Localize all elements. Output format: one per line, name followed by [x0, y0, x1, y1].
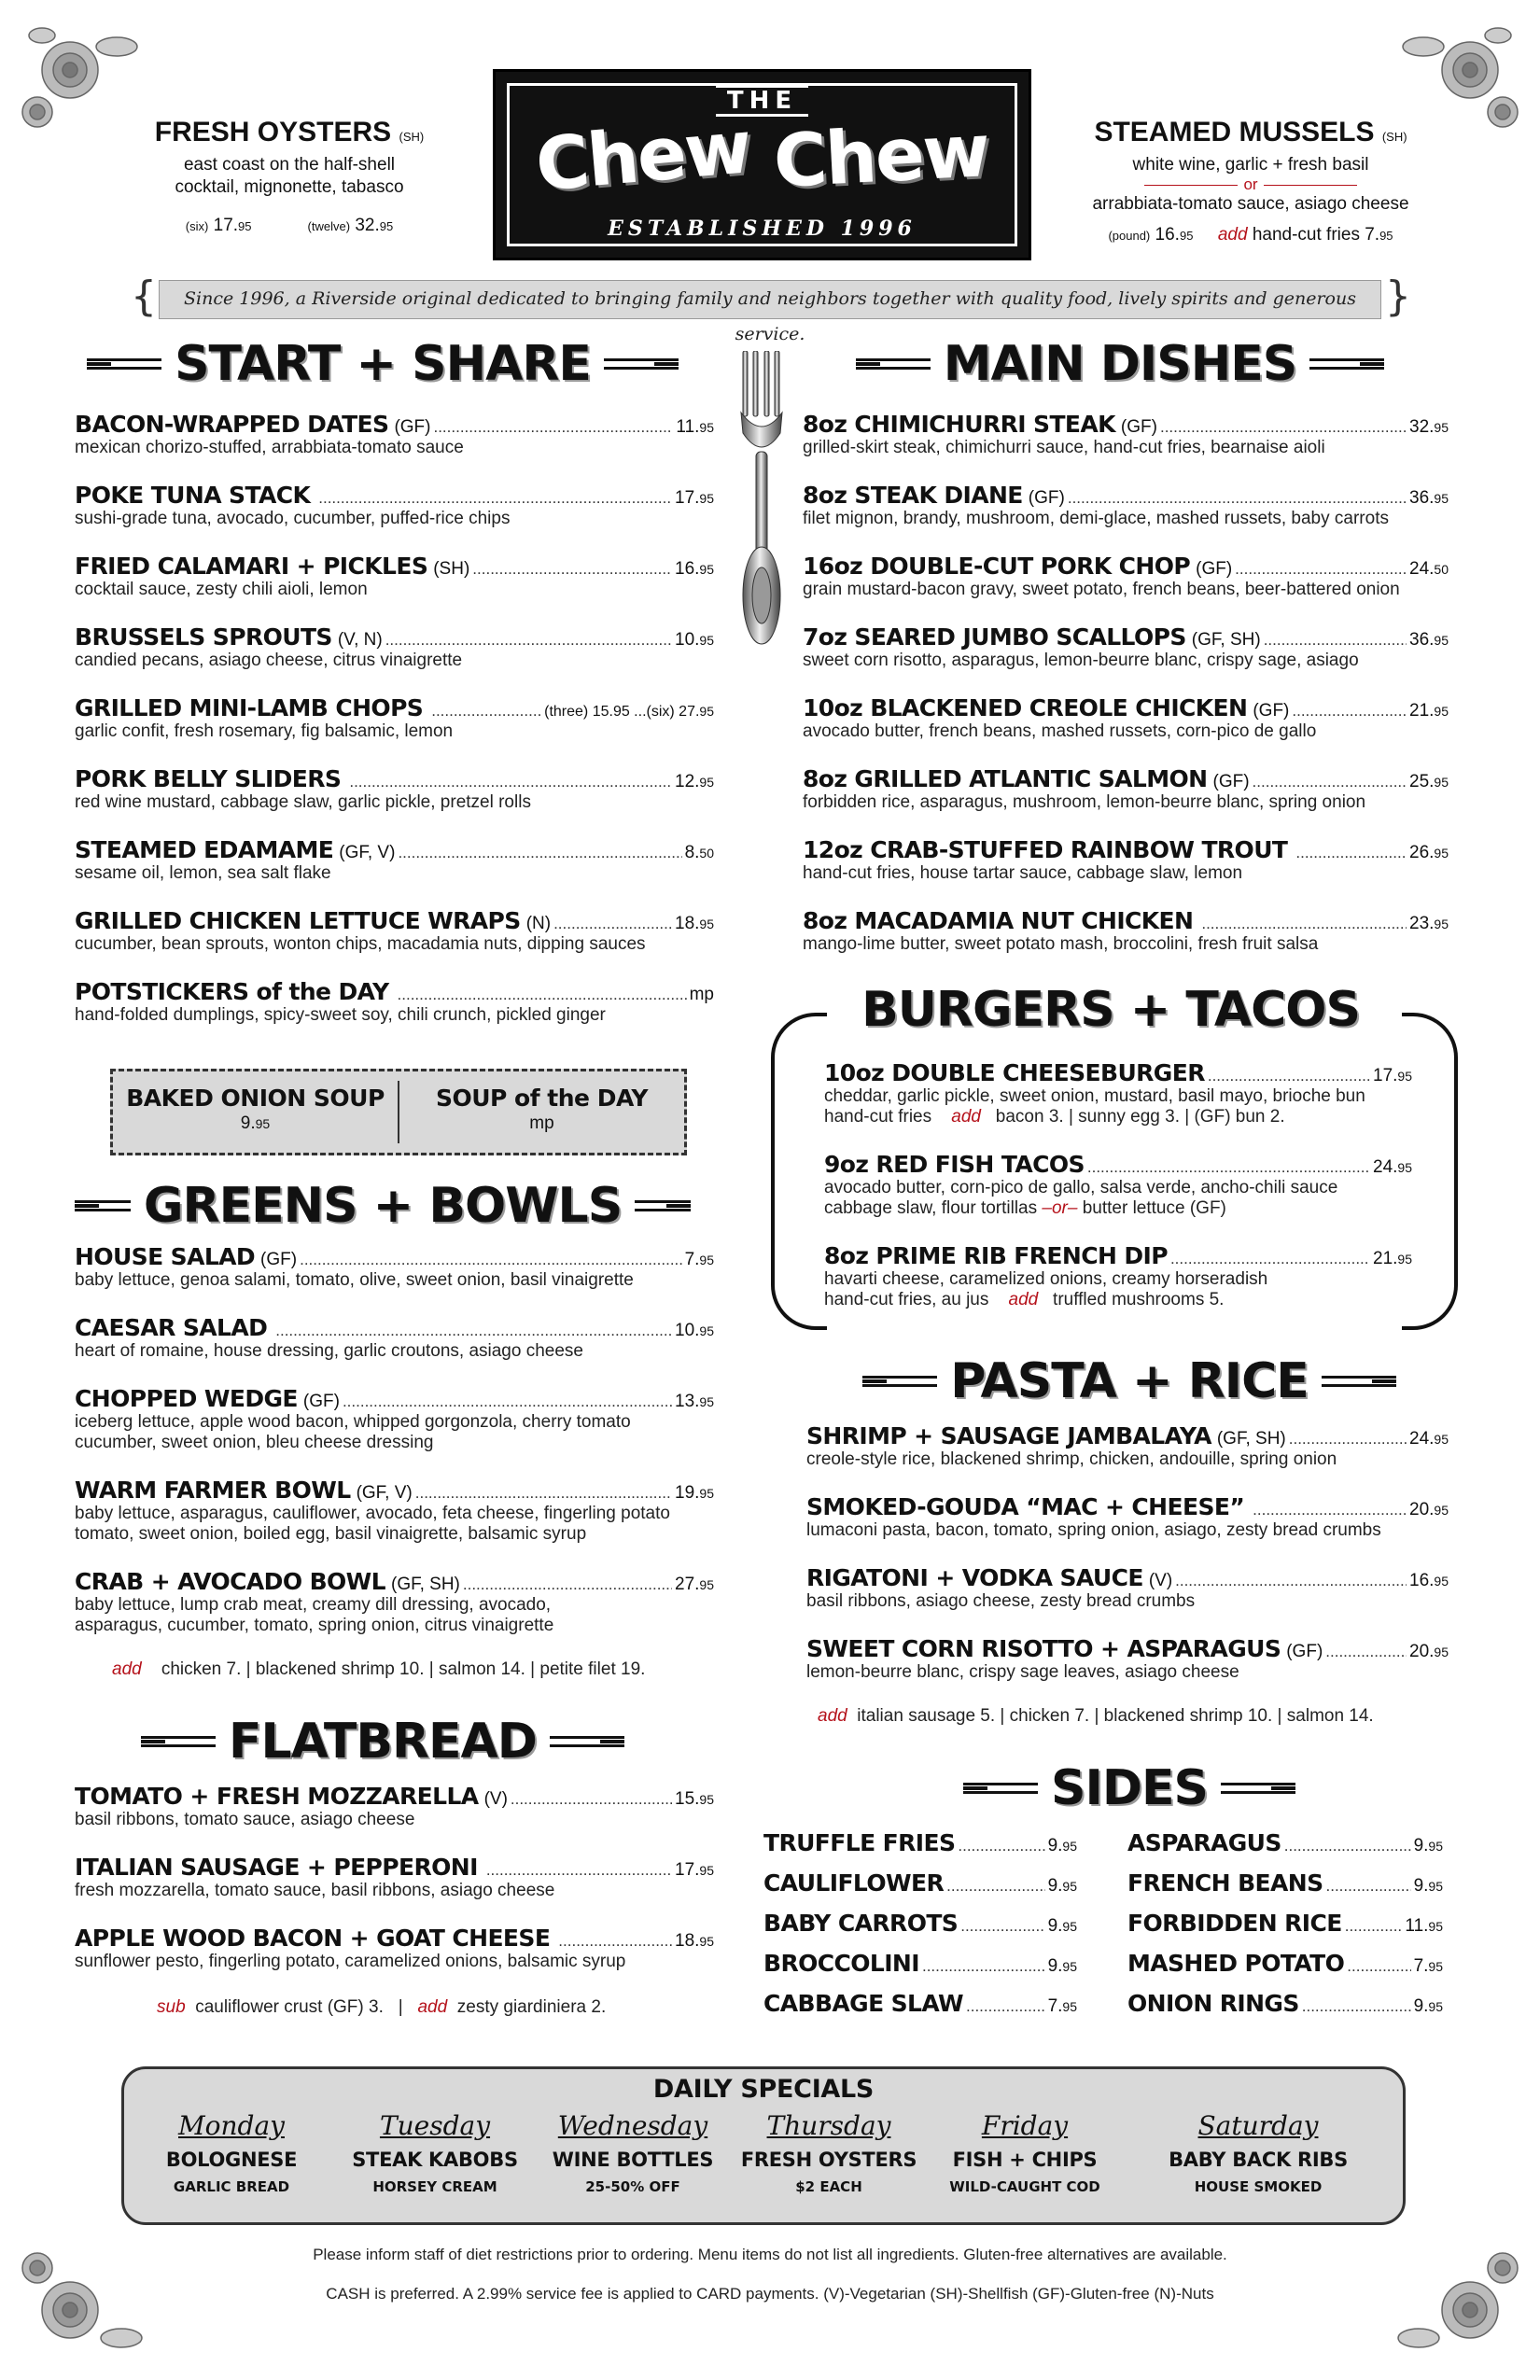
greens-add-ons: add chicken 7. | blackened shrimp 10. | salmon 14. | petite filet 19.	[112, 1659, 646, 1679]
menu-item: BRUSSELS SPROUTS (V, N) ..... 10.95 candied pecans, asiago cheese, citrus vinaigrette	[75, 623, 714, 671]
side-item: CABBAGE SLAW ..... 7.95	[763, 1990, 1077, 2017]
tagline-brace-left: {	[131, 273, 157, 320]
side-item: BROCCOLINI ..... 9.95	[763, 1950, 1077, 1977]
pasta-add-ons: add italian sausage 5. | chicken 7. | blackened shrimp 10. | salmon 14.	[818, 1706, 1374, 1726]
side-item: FRENCH BEANS ..... 9.95	[1127, 1869, 1443, 1897]
menu-item: 12oz CRAB-STUFFED RAINBOW TROUT ..... 26.95 hand-cut fries, house tartar sauce, cabbage slaw, lemon	[803, 836, 1449, 884]
special-saturday: Saturday BABY BACK RIBS HOUSE SMOKED	[1169, 2110, 1348, 2195]
special-monday: Monday BOLOGNESE GARLIC BREAD	[165, 2110, 298, 2195]
menu-item: 8oz STEAK DIANE (GF) ..... 36.95 filet mignon, brandy, mushroom, demi-glace, mashed russets, baby carrots	[803, 482, 1449, 529]
mussels-desc: white wine, garlic + fresh basil or arrabbiata-tomato sauce, asiago cheese	[1092, 155, 1409, 214]
menu-item: 10oz BLACKENED CREOLE CHICKEN (GF) ..... 21.95 avocado butter, french beans, mashed russets, corn-pico de gallo	[803, 694, 1449, 742]
header-mussels	[1064, 117, 1437, 245]
soup-of-the-day: SOUP of the DAY mp	[435, 1085, 649, 1133]
mussels-prices: (pound) 16.95 add hand-cut fries 7.95	[1108, 225, 1393, 245]
special-friday: Friday FISH + CHIPS WILD-CAUGHT COD	[949, 2110, 1100, 2195]
section-burgers-tacos: BURGERS + TACOS	[861, 982, 1360, 1038]
section-sides: SIDES	[803, 1760, 1456, 1816]
side-item: ASPARAGUS ..... 9.95	[1127, 1829, 1443, 1856]
side-item: BABY CARROTS ..... 9.95	[763, 1910, 1077, 1937]
menu-item: SWEET CORN RISOTTO + ASPARAGUS (GF) ..... 20.95 lemon-beurre blanc, crispy sage leaves, asiago cheese	[806, 1635, 1449, 1683]
special-wednesday: Wednesday WINE BOTTLES 25-50% OFF	[552, 2110, 714, 2195]
menu-item: CHOPPED WEDGE (GF) ..... 13.95 iceberg lettuce, apple wood bacon, whipped gorgonzola, cherry tomato cucumber, sweet onion, bleu cheese dressing	[75, 1385, 714, 1453]
oysters-prices: (six) 17.95 (twelve) 32.95	[185, 216, 394, 235]
menu-item: STEAMED EDAMAME (GF, V) ..... 8.50 sesame oil, lemon, sea salt flake	[75, 836, 714, 884]
menu-item: PORK BELLY SLIDERS ..... 12.95 red wine mustard, cabbage slaw, garlic pickle, pretzel rolls	[75, 765, 714, 813]
menu-item: 7oz SEARED JUMBO SCALLOPS (GF, SH) ..... 36.95 sweet corn risotto, asparagus, lemon-beurre blanc, crispy sage, asiago	[803, 623, 1449, 671]
menu-item: 10oz DOUBLE CHEESEBURGER ..... 17.95 cheddar, garlic pickle, sweet onion, mustard, basil mayo, brioche bun hand-cut fries add bacon 3. | sunny egg 3. | (GF) bun 2.	[824, 1059, 1412, 1127]
footer-payment-note: CASH is preferred. A 2.99% service fee is applied to CARD payments. (V)-Vegetarian (SH)-Shellfish (GF)-Gluten-free (N)-Nuts	[326, 2285, 1214, 2303]
tagline-brace-right: }	[1385, 273, 1411, 320]
menu-item: 8oz PRIME RIB FRENCH DIP ..... 21.95 havarti cheese, caramelized onions, creamy horseradish hand-cut fries, au jus add truffled mushrooms 5.	[824, 1242, 1412, 1310]
special-tuesday: Tuesday STEAK KABOBS HORSEY CREAM	[352, 2110, 518, 2195]
section-start-share: START + SHARE	[75, 336, 691, 392]
oysters-desc: east coast on the half-shell cocktail, mignonette, tabasco	[175, 155, 404, 197]
menu-item: 9oz RED FISH TACOS ..... 24.95 avocado butter, corn-pico de gallo, salsa verde, ancho-chili sauce cabbage slaw, flour tortillas –or– butter lettuce (GF)	[824, 1151, 1412, 1219]
tagline: Since 1996, a Riverside original dedicated to bringing family and neighbors together with quality food, lively spirits and generous service.	[159, 280, 1381, 319]
side-item: FORBIDDEN RICE ..... 11.95	[1127, 1910, 1443, 1937]
menu-item: ITALIAN SAUSAGE + PEPPERONI ..... 17.95 fresh mozzarella, tomato sauce, basil ribbons, asiago cheese	[75, 1854, 714, 1901]
logo-the: THE	[496, 85, 1029, 117]
chew-chew-logo	[493, 69, 1031, 260]
menu-item: POTSTICKERS of the DAY ..... mp hand-folded dumplings, spicy-sweet soy, chili crunch, pickled ginger	[75, 978, 714, 1026]
menu-item: TOMATO + FRESH MOZZARELLA (V) ..... 15.95 basil ribbons, tomato sauce, asiago cheese	[75, 1783, 714, 1830]
side-item: MASHED POTATO ..... 7.95	[1127, 1950, 1443, 1977]
logo-established: ESTABLISHED 1996	[608, 217, 917, 241]
menu-item: BACON-WRAPPED DATES (GF) ..... 11.95 mexican chorizo-stuffed, arrabbiata-tomato sauce	[75, 411, 714, 458]
header-oysters	[131, 117, 448, 236]
menu-item: 8oz GRILLED ATLANTIC SALMON (GF) ..... 25.95 forbidden rice, asparagus, mushroom, lemon-beurre blanc, spring onion	[803, 765, 1449, 813]
menu-item: WARM FARMER BOWL (GF, V) ..... 19.95 baby lettuce, asparagus, cauliflower, avocado, feta cheese, fingerling potato tomato, sweet onion, boiled egg, basil vinaigrette, balsamic syrup	[75, 1477, 714, 1545]
section-flatbread: FLATBREAD	[75, 1714, 691, 1770]
menu-item: FRIED CALAMARI + PICKLES (SH) ..... 16.95 cocktail sauce, zesty chili aioli, lemon	[75, 553, 714, 600]
menu-item: POKE TUNA STACK ..... 17.95 sushi-grade tuna, avocado, cucumber, puffed-rice chips	[75, 482, 714, 529]
fork-icon	[735, 351, 788, 650]
flatbread-add-ons: sub cauliflower crust (GF) 3. | add zesty giardiniera 2.	[157, 1997, 607, 2017]
side-item: ONION RINGS ..... 9.95	[1127, 1990, 1443, 2017]
section-pasta-rice: PASTA + RICE	[803, 1353, 1456, 1409]
oysters-title: FRESH OYSTERS (SH)	[154, 117, 425, 147]
side-item: CAULIFLOWER ..... 9.95	[763, 1869, 1077, 1897]
menu-item: CAESAR SALAD ..... 10.95 heart of romaine, house dressing, garlic croutons, asiago cheese	[75, 1314, 714, 1362]
soup-box	[110, 1069, 687, 1155]
mussels-title: STEAMED MUSSELS (SH)	[1094, 117, 1407, 147]
menu-item: RIGATONI + VODKA SAUCE (V) ..... 16.95 basil ribbons, asiago cheese, zesty bread crumbs	[806, 1564, 1449, 1612]
menu-item: 8oz MACADAMIA NUT CHICKEN ..... 23.95 mango-lime butter, sweet potato mash, broccolini, fresh fruit salsa	[803, 907, 1449, 955]
menu-item: 16oz DOUBLE-CUT PORK CHOP (GF) ..... 24.50 grain mustard-bacon gravy, sweet potato, french beans, beer-battered onion	[803, 553, 1449, 600]
daily-specials-title: DAILY SPECIALS	[652, 2075, 875, 2104]
side-item: TRUFFLE FRIES ..... 9.95	[763, 1829, 1077, 1856]
menu-item: SMOKED-GOUDA “MAC + CHEESE” ..... 20.95 lumaconi pasta, bacon, tomato, spring onion, asiago, zesty bread crumbs	[806, 1493, 1449, 1541]
menu-item: GRILLED MINI-LAMB CHOPS ..... (three) 15.95 ...(six) 27.95 garlic confit, fresh rosemary, fig balsamic, lemon	[75, 694, 714, 742]
menu-item: CRAB + AVOCADO BOWL (GF, SH) ..... 27.95 baby lettuce, lump crab meat, creamy dill dressing, avocado, asparagus, cucumber, tomato, spring onion, citrus vinaigrette	[75, 1568, 714, 1636]
section-main-dishes: MAIN DISHES	[812, 336, 1428, 392]
menu-item: GRILLED CHICKEN LETTUCE WRAPS (N) ..... 18.95 cucumber, bean sprouts, wonton chips, macadamia nuts, dipping sauces	[75, 907, 714, 955]
section-greens-bowls: GREENS + BOWLS	[75, 1178, 691, 1234]
menu-item: APPLE WOOD BACON + GOAT CHEESE ..... 18.95 sunflower pesto, fingerling potato, caramelized onions, balsamic syrup	[75, 1925, 714, 1972]
menu-item: SHRIMP + SAUSAGE JAMBALAYA (GF, SH) ..... 24.95 creole-style rice, blackened shrimp, chicken, andouille, spring onion	[806, 1422, 1449, 1470]
burgers-bracket-left	[771, 1013, 827, 1330]
logo-chew-chew: Chew Chew	[532, 105, 991, 208]
menu-item: HOUSE SALAD (GF) ..... 7.95 baby lettuce, genoa salami, tomato, olive, sweet onion, basil vinaigrette	[75, 1243, 714, 1291]
menu-item: 8oz CHIMICHURRI STEAK (GF) ..... 32.95 grilled-skirt steak, chimichurri sauce, hand-cut fries, bearnaise aioli	[803, 411, 1449, 458]
soup-baked-onion: BAKED ONION SOUP 9.95	[126, 1085, 385, 1133]
footer-diet-note: Please inform staff of diet restrictions prior to ordering. Menu items do not list all ingredients. Gluten-free alternatives are available.	[313, 2246, 1227, 2263]
special-thursday: Thursday FRESH OYSTERS $2 EACH	[740, 2110, 917, 2195]
daily-specials-panel	[121, 2066, 1406, 2225]
